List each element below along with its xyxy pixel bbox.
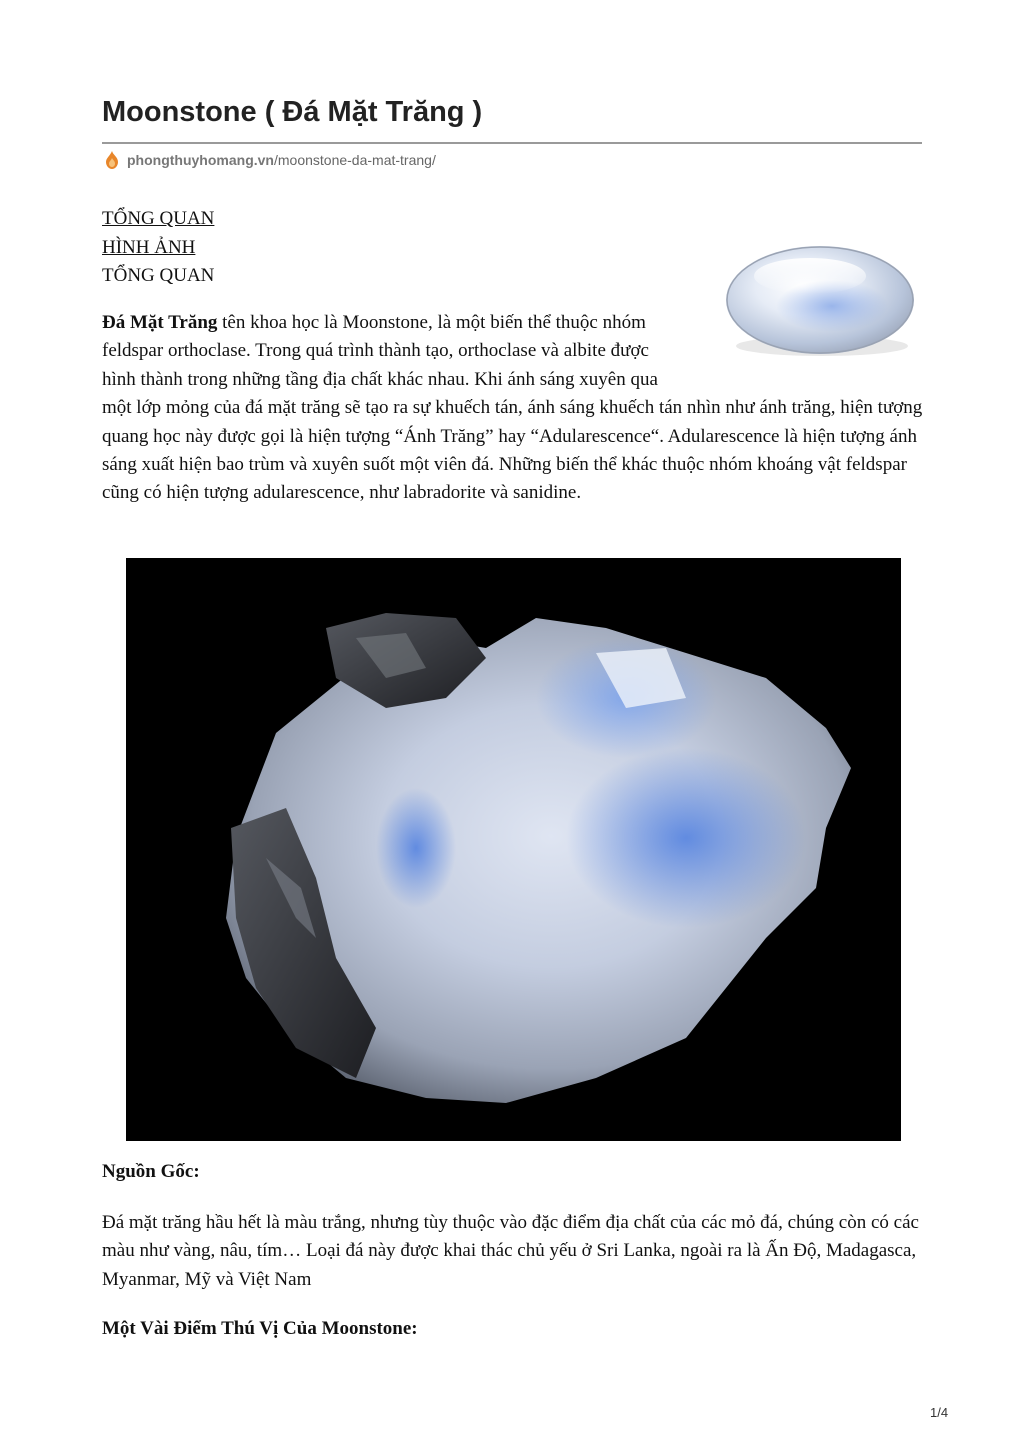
section-heading-overview: TỔNG QUAN: [102, 265, 215, 286]
page-title: Moonstone ( Đá Mặt Trăng ): [102, 96, 483, 128]
raw-moonstone-photo: [126, 558, 901, 1141]
page-indicator: 1/4: [930, 1405, 949, 1420]
table-of-contents: [102, 205, 214, 291]
origin-heading: Nguồn Gốc:: [102, 1161, 200, 1182]
favicon-flame-icon: [104, 151, 120, 169]
intro-text: tên khoa học là Moonstone, là một biến thể thuộc nhóm feldspar orthoclase. Trong quá trình thành tạo, orthoclase và albite được hình thành trong những tầng địa chất khác nhau. Khi ánh sáng xuyên qua một lớp mỏng của đá mặt trăng sẽ tạo ra sự khuếch tán, ánh sáng khuếch tán nhìn như ánh trăng, hiện tượng quang học này được gọi là hiện tượng “Ánh Trăng” hay “Adularescence“. Adularescence là hiện tượng ánh sáng xuất hiện bao trùm và xuyên suốt một viên đá. Những biến thể khác thuộc nhóm khoáng vật feldspar cũng có hiện tượng adularescence, như labradorite và sanidine.: [102, 312, 923, 504]
source-domain: phongthuyhomang.vn: [127, 152, 274, 168]
source-url[interactable]: [104, 151, 436, 169]
fun-facts-heading: Một Vài Điểm Thú Vị Của Moonstone:: [102, 1318, 418, 1339]
intro-lead-bold: Đá Mặt Trăng: [102, 312, 218, 333]
title-divider: [102, 142, 922, 144]
toc-link-overview[interactable]: TỔNG QUAN: [102, 208, 215, 229]
toc-link-images[interactable]: HÌNH ẢNH: [102, 236, 196, 258]
source-path: /moonstone-da-mat-trang/: [273, 152, 436, 168]
origin-paragraph: Đá mặt trăng hầu hết là màu trắng, nhưng tùy thuộc vào đặc điểm địa chất của các mỏ đá, chúng còn có các màu như vàng, nâu, tím… Loại đá này được khai thác chủ yếu ở Sri Lanka, ngoài ra là Ấn Độ, Madagasca, Myanmar, Mỹ và Việt Nam: [102, 1212, 919, 1290]
intro-paragraph: [102, 309, 924, 508]
